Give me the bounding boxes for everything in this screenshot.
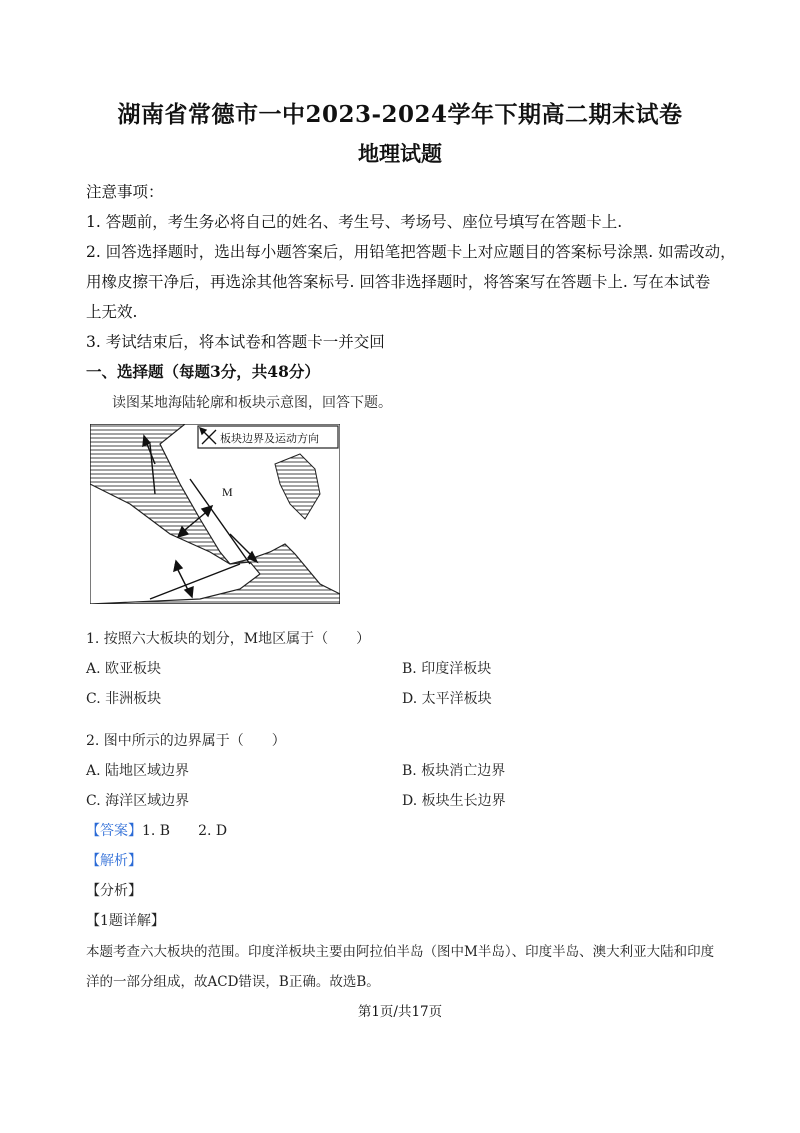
- section-intro: 读图某地海陆轮廓和板块示意图，回答下题。: [112, 395, 392, 411]
- q1-detail-line-1: 本题考查六大板块的范围。印度洋板块主要由阿拉伯半岛（图中M半岛）、印度半岛、澳大利亚大陆和印度: [86, 944, 715, 960]
- notice-item-3: 3. 考试结束后，将本试卷和答题卡一并交回: [86, 333, 385, 351]
- question-2-option-b: B. 板块消亡边界: [402, 763, 506, 779]
- q1-detail-label: 【1题详解】: [86, 913, 165, 929]
- map-label-m: M: [222, 485, 233, 499]
- question-2-option-a: A. 陆地区域边界: [86, 763, 190, 779]
- answer-label: 【答案】: [86, 823, 142, 839]
- question-2-option-d: D. 板块生长边界: [402, 793, 506, 809]
- answer-value: 1. B 2. D: [142, 823, 228, 839]
- q1-detail-line-2: 洋的一部分组成，故ACD错误，B正确。故选B。: [86, 974, 380, 990]
- answer-line: [86, 820, 227, 840]
- question-2-option-c: C. 海洋区域边界: [86, 793, 190, 809]
- analysis-label: 【解析】: [86, 853, 142, 869]
- notice-heading: 注意事项：: [86, 183, 164, 201]
- question-1-option-d: D. 太平洋板块: [402, 691, 492, 707]
- question-1-option-b: B. 印度洋板块: [402, 661, 492, 677]
- page-title: 湖南省常德市一中2023-2024学年下期高二期末试卷: [117, 101, 683, 128]
- question-2-stem: 2. 图中所示的边界属于（ ）: [86, 733, 286, 749]
- section-title: 一、选择题（每题3分，共48分）: [86, 362, 320, 381]
- notice-item-2-line-2: 用橡皮擦干净后，再选涂其他答案标号. 回答非选择题时，将答案写在答题卡上. 写在本试卷: [86, 273, 711, 291]
- question-1-option-a: A. 欧亚板块: [86, 661, 162, 677]
- notice-item-2-line-1: 2. 回答选择题时，选出每小题答案后，用铅笔把答题卡上对应题目的答案标号涂黑. 如需改动，: [86, 243, 736, 261]
- legend-label: 板块边界及运动方向: [220, 433, 319, 445]
- question-1-option-c: C. 非洲板块: [86, 691, 162, 707]
- plate-map-figure: [90, 424, 340, 604]
- notice-item-2-line-3: 上无效.: [86, 303, 138, 321]
- notice-item-1: 1. 答题前，考生务必将自己的姓名、考生号、考场号、座位号填写在答题卡上.: [86, 213, 623, 231]
- fenxi-label: 【分析】: [86, 883, 142, 899]
- question-1-stem: 1. 按照六大板块的划分，M地区属于（ ）: [86, 631, 371, 647]
- page-number: 第1页/共17页: [357, 1004, 443, 1020]
- page-subtitle: 地理试题: [358, 141, 442, 166]
